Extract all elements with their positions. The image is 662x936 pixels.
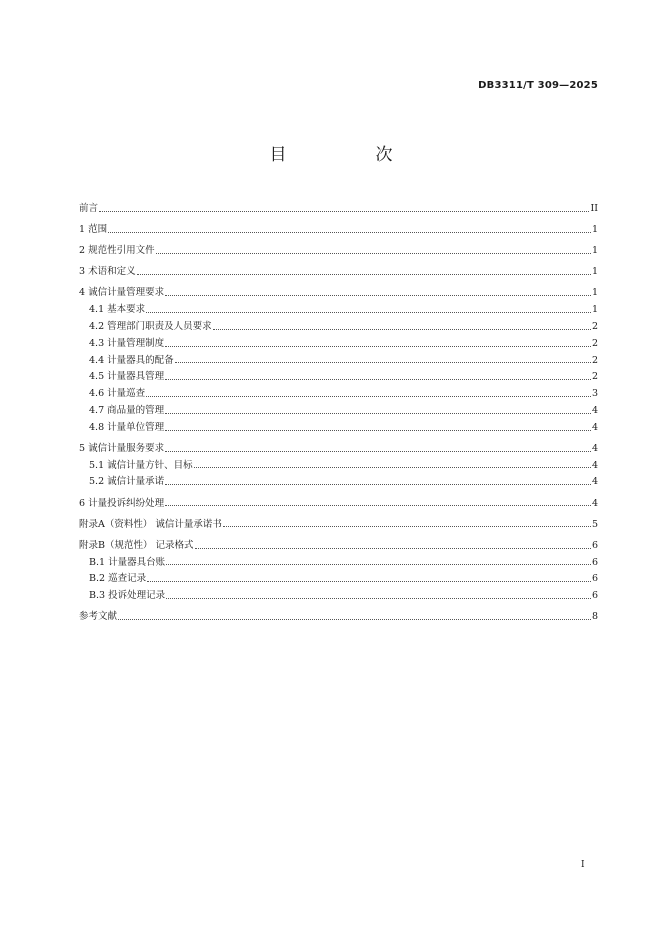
toc-entry-page: 4: [591, 404, 598, 416]
toc-entry-page: 1: [591, 245, 598, 257]
toc-leader-dots: [165, 413, 591, 414]
toc-leader-dots: [147, 581, 591, 582]
toc-leader-dots: [165, 430, 591, 431]
toc-entry-page: 2: [591, 320, 598, 332]
toc-entry-page: 6: [591, 573, 598, 585]
toc-leader-dots: [195, 548, 591, 549]
toc-entry-page: 2: [591, 354, 598, 366]
toc-entry-label: 前言: [79, 203, 99, 214]
page-title: 目 次: [269, 145, 429, 165]
toc-leader-dots: [146, 312, 591, 313]
toc-leader-dots: [99, 211, 589, 212]
toc-entry-page: 8: [591, 611, 598, 623]
toc-entry-label: 5.2 诚信计量承诺: [89, 476, 165, 488]
toc-entry[interactable]: [79, 264, 598, 281]
toc-entry-page: 2: [591, 337, 598, 349]
toc-entry-label: B.2 巡查记录: [89, 573, 147, 585]
standard-code: DB3311/T 309—2025: [478, 80, 598, 91]
toc-leader-dots: [213, 329, 591, 330]
toc-leader-dots: [156, 253, 591, 254]
toc-entry-page: 1: [591, 287, 598, 299]
toc-entry-page: 6: [591, 539, 598, 551]
toc-leader-dots: [165, 484, 591, 485]
toc-entry-page: 5: [591, 518, 598, 530]
toc-entry[interactable]: [79, 369, 598, 386]
toc-entry-label: 4.6 计量巡查: [89, 388, 146, 400]
toc-entry-label: 3 术语和定义: [79, 266, 136, 278]
toc-entry[interactable]: [79, 538, 598, 555]
toc-entry[interactable]: [79, 588, 598, 605]
toc-leader-dots: [146, 396, 591, 397]
toc-entry-page: 2: [591, 371, 598, 383]
toc-entry-label: 参考文献: [79, 611, 118, 623]
table-of-contents: [79, 201, 598, 626]
toc-entry-page: 6: [591, 590, 598, 602]
toc-entry[interactable]: [79, 243, 598, 260]
toc-entry-page: 4: [591, 459, 598, 471]
toc-leader-dots: [165, 451, 591, 452]
toc-entry[interactable]: [79, 222, 598, 239]
toc-entry[interactable]: [79, 319, 598, 336]
toc-entry[interactable]: [79, 302, 598, 319]
toc-entry-label: 5.1 诚信计量方针、目标: [89, 459, 193, 471]
toc-leader-dots: [175, 362, 591, 363]
toc-leader-dots: [165, 379, 591, 380]
toc-entry[interactable]: [79, 386, 598, 403]
toc-entry-label: 4.1 基本要求: [89, 304, 146, 316]
toc-entry-page: 4: [591, 476, 598, 488]
toc-entry[interactable]: [79, 201, 598, 218]
toc-entry-label: 附录B（规范性） 记录格式: [79, 539, 194, 551]
toc-entry-page: 4: [591, 497, 598, 509]
toc-entry-page: 1: [591, 266, 598, 278]
toc-entry[interactable]: [79, 496, 598, 513]
toc-leader-dots: [137, 274, 591, 275]
toc-leader-dots: [118, 619, 591, 620]
toc-entry-label: 4.8 计量单位管理: [89, 421, 165, 433]
toc-entry[interactable]: [79, 609, 598, 626]
page-number: I: [581, 860, 585, 870]
toc-entry[interactable]: [79, 336, 598, 353]
toc-entry[interactable]: [79, 571, 598, 588]
toc-leader-dots: [223, 526, 591, 527]
toc-entry-label: 4.2 管理部门职责及人员要求: [89, 320, 212, 332]
toc-entry[interactable]: [79, 353, 598, 370]
toc-entry[interactable]: [79, 474, 598, 491]
toc-leader-dots: [165, 295, 591, 296]
toc-entry-page: 3: [591, 388, 598, 400]
toc-entry-label: 4 诚信计量管理要求: [79, 287, 165, 299]
toc-entry[interactable]: [79, 458, 598, 475]
toc-entry[interactable]: [79, 441, 598, 458]
toc-entry[interactable]: [79, 555, 598, 572]
toc-entry-label: 4.7 商品量的管理: [89, 404, 165, 416]
toc-entry-label: B.1 计量器具台账: [89, 556, 166, 568]
toc-entry-page: 1: [591, 224, 598, 236]
toc-leader-dots: [165, 346, 591, 347]
toc-entry-page: 4: [591, 421, 598, 433]
toc-entry-label: 1 范围: [79, 224, 108, 236]
toc-entry[interactable]: [79, 403, 598, 420]
toc-entry-label: B.3 投诉处理记录: [89, 590, 166, 602]
toc-entry-label: 4.4 计量器具的配备: [89, 354, 174, 366]
toc-entry[interactable]: [79, 420, 598, 437]
toc-entry-label: 附录A（资料性） 诚信计量承诺书: [79, 518, 222, 530]
toc-entry-label: 6 计量投诉纠纷处理: [79, 497, 165, 509]
toc-entry[interactable]: [79, 285, 598, 302]
toc-leader-dots: [165, 505, 591, 506]
toc-entry-label: 4.5 计量器具管理: [89, 371, 165, 383]
toc-leader-dots: [166, 598, 591, 599]
toc-leader-dots: [108, 232, 591, 233]
toc-entry-page: 6: [591, 556, 598, 568]
toc-entry-page: 4: [591, 442, 598, 454]
toc-entry[interactable]: [79, 517, 598, 534]
toc-entry-label: 5 诚信计量服务要求: [79, 442, 165, 454]
toc-entry-label: 4.3 计量管理制度: [89, 337, 165, 349]
toc-leader-dots: [166, 564, 591, 565]
toc-leader-dots: [194, 467, 591, 468]
toc-entry-label: 2 规范性引用文件: [79, 245, 155, 257]
toc-entry-page: 1: [591, 304, 598, 316]
toc-entry-page: II: [590, 203, 598, 214]
